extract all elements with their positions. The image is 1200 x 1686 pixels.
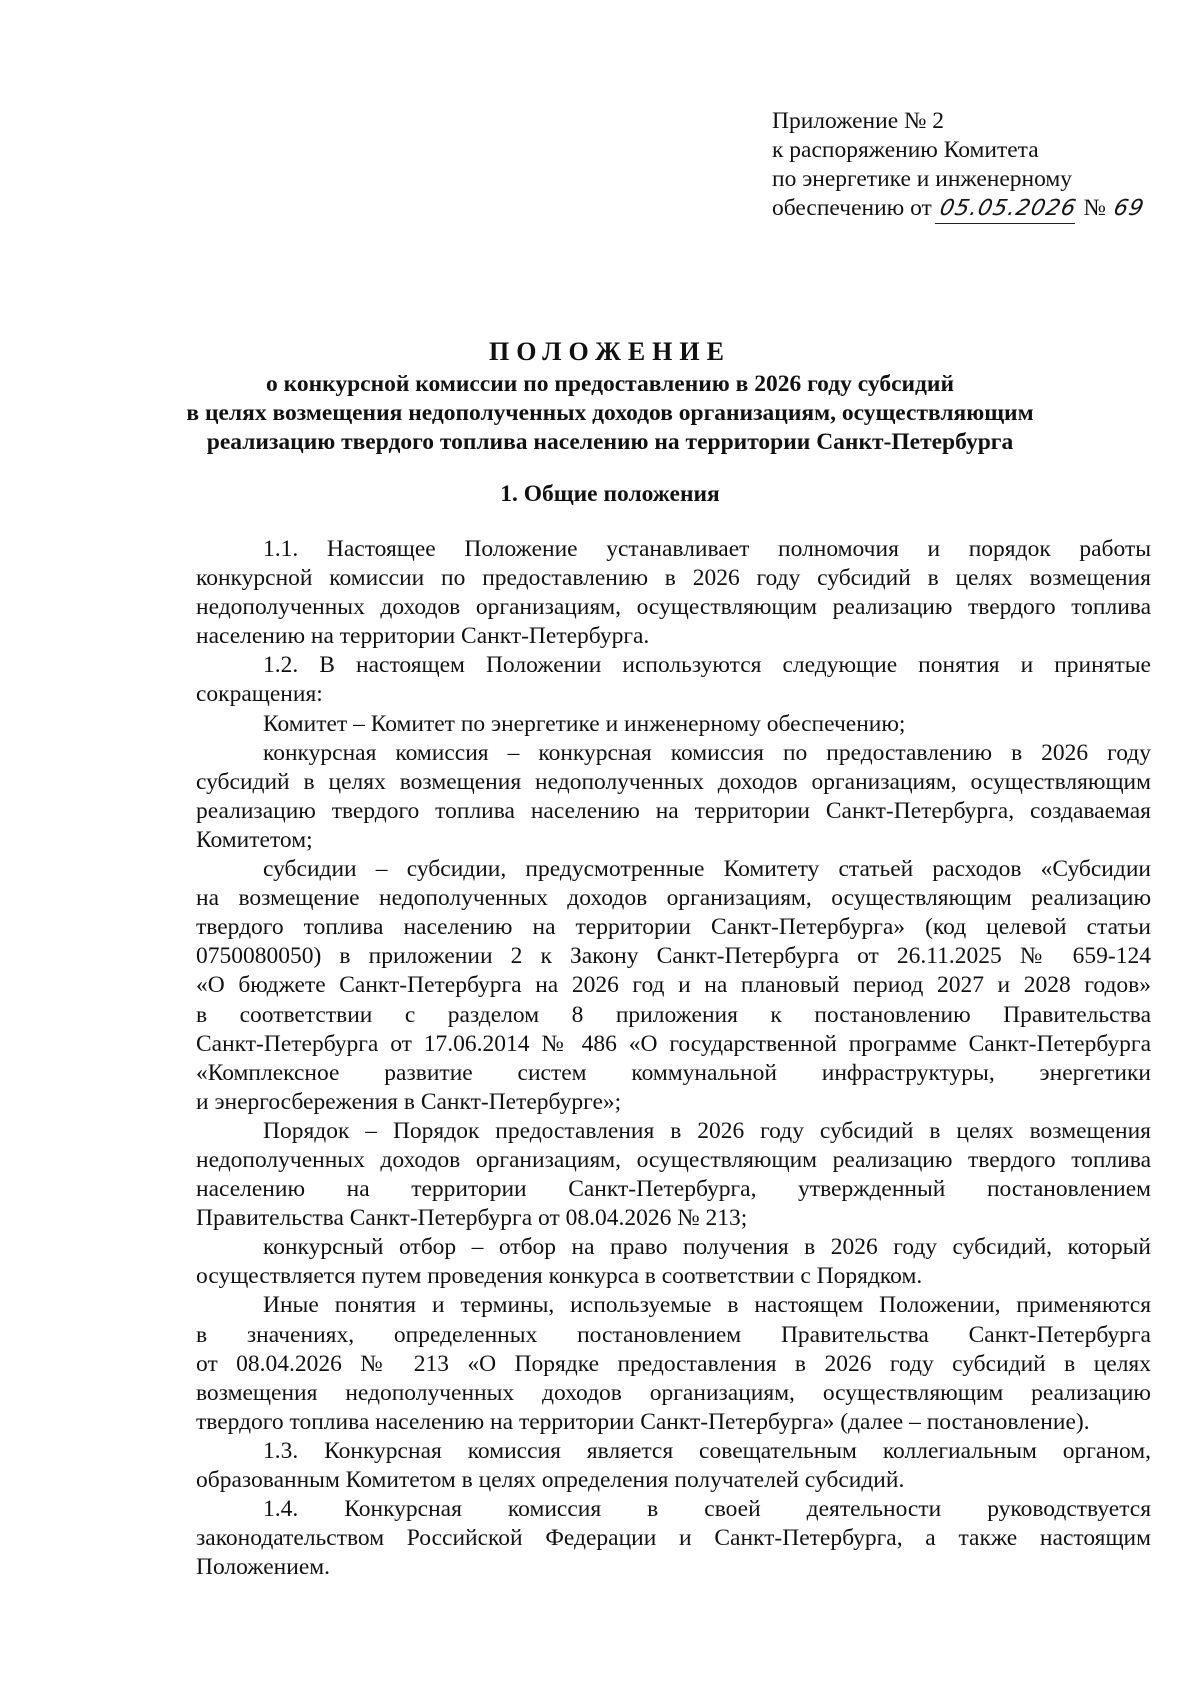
paragraph-line: твердого топлива населению на территории Санкт-Петербурга» (код целевой статьи: [196, 914, 1151, 941]
paragraph-line: в значениях, определенных постановлением Правительства Санкт-Петербурга: [196, 1321, 1151, 1348]
paragraph-line: 1.4. Конкурсная комиссия в своей деятельности руководствуется: [263, 1496, 1151, 1523]
paragraph-line: Правительства Санкт-Петербурга от 08.04.2026 № 213;: [196, 1205, 748, 1232]
paragraph: [196, 651, 1151, 709]
paragraph-line: возмещения недополученных доходов организациям, осуществляющим реализацию: [196, 1379, 1151, 1406]
paragraph: [196, 535, 1151, 651]
paragraph-line: реализацию твердого топлива населению на территории Санкт-Петербурга, создаваемая: [196, 797, 1151, 824]
appendix-date-line: [772, 194, 1147, 224]
appendix-number-label: №: [1077, 195, 1112, 221]
handwritten-date: 05.05.2026: [934, 194, 1080, 224]
paragraph-line: Порядок – Порядок предоставления в 2026 году субсидий в целях возмещения: [263, 1117, 1151, 1144]
document-title: ПОЛОЖЕНИЕ: [489, 337, 731, 366]
paragraph: [196, 1291, 1151, 1436]
appendix-date-prefix: обеспечению от: [772, 195, 938, 221]
paragraph-line: населению на территории Санкт-Петербурга, утвержденный постановлением: [196, 1176, 1151, 1203]
appendix-reference: [772, 107, 1147, 224]
appendix-number: Приложение № 2: [772, 108, 945, 134]
paragraph-line: на возмещение недополученных доходов организациям, осуществляющим реализацию: [196, 885, 1151, 912]
paragraph-line: «Комплексное развитие систем коммунальной инфраструктуры, энергетики: [196, 1059, 1151, 1086]
paragraph-line: конкурсный отбор – отбор на право получения в 2026 году субсидий, который: [263, 1234, 1151, 1261]
paragraph-line: 0750080050) в приложении 2 к Закону Санкт-Петербурга от 26.11.2025 № 659-124: [196, 943, 1151, 970]
paragraph-line: сокращения:: [196, 681, 323, 708]
appendix-committee-line: по энергетике и инженерному: [772, 166, 1073, 192]
paragraph: [196, 710, 1151, 739]
paragraph-line: недополученных доходов организациям, осуществляющим реализацию твердого топлива: [196, 594, 1151, 621]
paragraph-line: Санкт-Петербурга от 17.06.2014 № 486 «О государственной программе Санкт-Петербурга: [196, 1030, 1151, 1057]
paragraph: [196, 855, 1151, 1117]
paragraph-line: «О бюджете Санкт-Петербурга на 2026 год и на плановый период 2027 и 2028 годов»: [196, 972, 1151, 999]
paragraph-line: 1.1. Настоящее Положение устанавливает полномочия и порядок работы: [263, 536, 1151, 562]
paragraph-line: Иные понятия и термины, используемые в настоящем Положении, применяются: [263, 1292, 1151, 1319]
paragraph-line: Комитетом;: [196, 826, 313, 853]
subtitle-line: реализацию твердого топлива населению на территории Санкт-Петербурга: [206, 429, 1014, 455]
paragraph-line: твердого топлива населению на территории Санкт-Петербурга» (далее – постановление).: [196, 1408, 1090, 1435]
paragraph: [196, 1437, 1151, 1495]
subtitle-line: в целях возмещения недополученных доходов организациям, осуществляющим: [186, 400, 1034, 426]
paragraph-line: субсидии – субсидии, предусмотренные Комитету статьей расходов «Субсидии: [263, 856, 1151, 883]
paragraph: [196, 1495, 1151, 1582]
paragraph-line: населению на территории Санкт-Петербурга.: [196, 623, 650, 650]
paragraph-line: 1.2. В настоящем Положении используются следующие понятия и принятые: [263, 652, 1151, 679]
appendix-order-line: к распоряжению Комитета: [772, 137, 1039, 163]
handwritten-number: 69: [1111, 196, 1147, 221]
document-subtitle: [150, 370, 1070, 457]
paragraph-line: 1.3. Конкурсная комиссия является совещательным коллегиальным органом,: [263, 1437, 1151, 1464]
paragraph-line: конкурсная комиссия – конкурсная комиссия по предоставлению в 2026 году: [263, 739, 1151, 766]
paragraph-line: осуществляется путем проведения конкурса в соответствии с Порядком.: [196, 1263, 923, 1290]
paragraph-line: и энергосбережения в Санкт-Петербурге»;: [196, 1088, 622, 1115]
section-heading: 1. Общие положения: [500, 481, 720, 507]
paragraph-line: субсидий в целях возмещения недополученных доходов организациям, осуществляющим: [196, 768, 1151, 795]
paragraph-line: в соответствии с разделом 8 приложения к постановлению Правительства: [196, 1001, 1151, 1028]
paragraph-line: конкурсной комиссии по предоставлению в 2026 году субсидий в целях возмещения: [196, 565, 1151, 592]
document-body: [196, 535, 1151, 1582]
paragraph: [196, 1117, 1151, 1233]
paragraph-line: Положением.: [196, 1554, 330, 1581]
paragraph: [196, 739, 1151, 855]
paragraph-line: недополученных доходов организациям, осуществляющим реализацию твердого топлива: [196, 1146, 1151, 1173]
paragraph-line: законодательством Российской Федерации и Санкт-Петербурга, а также настоящим: [196, 1525, 1151, 1552]
paragraph-line: образованным Комитетом в целях определения получателей субсидий.: [196, 1467, 905, 1493]
paragraph-line: от 08.04.2026 № 213 «О Порядке предоставления в 2026 году субсидий в целях: [196, 1350, 1151, 1377]
subtitle-line: о конкурсной комиссии по предоставлению в 2026 году субсидий: [265, 371, 955, 397]
paragraph: [196, 1233, 1151, 1291]
paragraph-line: Комитет – Комитет по энергетике и инженерному обеспечению;: [263, 710, 906, 737]
